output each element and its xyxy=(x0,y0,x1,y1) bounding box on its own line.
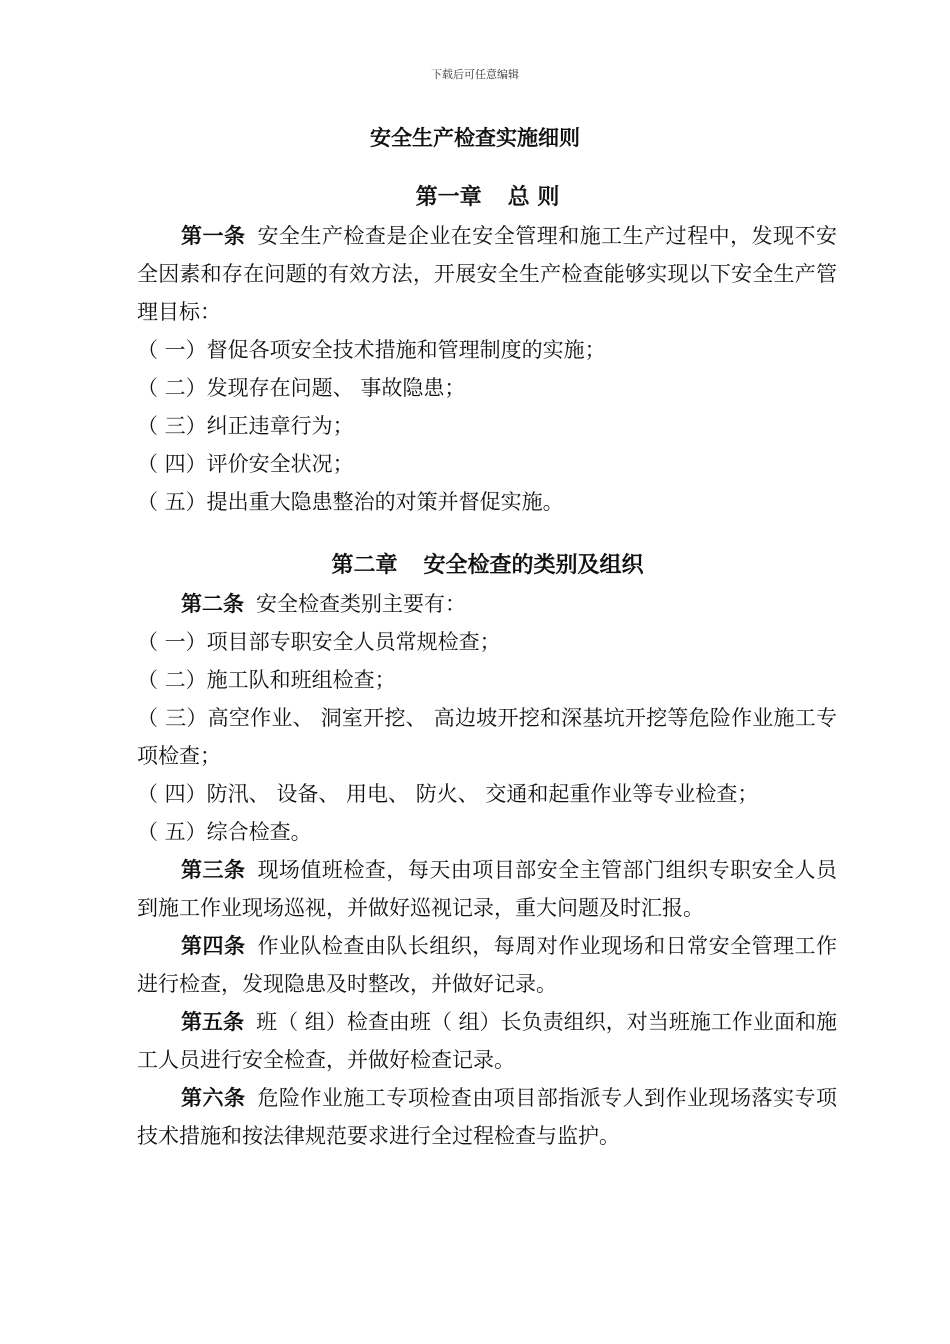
chapter-2-number: 第二章 xyxy=(331,553,398,578)
list-item: （ 一）项目部专职安全人员常规检查； xyxy=(137,630,501,654)
chapter-2-body xyxy=(137,585,837,1155)
article-1 xyxy=(137,217,837,331)
chapter-2-heading xyxy=(0,548,950,579)
article-4 xyxy=(137,927,837,1003)
article-4-text: 作业队检查由队长组织，每周对作业现场和日常安全管理工作进行检查，发现隐患及时整改，并做好记录。 xyxy=(137,934,838,996)
list-item: （ 一）督促各项安全技术措施和管理制度的实施； xyxy=(137,338,606,362)
article-2-label: 第二条 xyxy=(181,592,244,616)
list-item: （ 二）施工队和班组检查； xyxy=(137,668,396,692)
article-6-label: 第六条 xyxy=(181,1086,246,1110)
list-item: （ 五）提出重大隐患整治的对策并督促实施。 xyxy=(137,490,564,514)
header-note: 下载后可任意编辑 xyxy=(431,68,519,81)
list-item: （ 四）评价安全状况； xyxy=(137,452,354,476)
list-item: （ 五）综合检查。 xyxy=(137,820,312,844)
article-4-label: 第四条 xyxy=(181,934,246,958)
article-5-text: 班（ 组）检查由班（ 组）长负责组织，对当班施工作业面和施工人员进行安全检查，并做好检查记录。 xyxy=(137,1010,837,1072)
chapter-2-name: 安全检查的类别及组织 xyxy=(423,553,644,578)
chapter-1-heading xyxy=(0,180,950,211)
article-6 xyxy=(137,1079,837,1155)
article-2-text: 安全检查类别主要有： xyxy=(256,592,466,616)
article-1-text: 安全生产检查是企业在安全管理和施工生产过程中，发现不安全因素和存在问题的有效方法，开展安全生产检查能够实现以下安全生产管理目标： xyxy=(137,224,838,324)
article-6-text: 危险作业施工专项检查由项目部指派专人到作业现场落实专项技术措施和按法律规范要求进行全过程检查与监护。 xyxy=(137,1086,838,1148)
article-2 xyxy=(137,585,837,623)
chapter-1-body xyxy=(137,217,837,521)
list-item: （ 三）高空作业、 洞室开挖、 高边坡开挖和深基坑开挖等危险作业施工专项检查； xyxy=(137,706,837,768)
list-item: （ 三）纠正违章行为； xyxy=(137,414,354,438)
article-3 xyxy=(137,851,837,927)
chapter-1-name: 总 则 xyxy=(507,185,560,210)
document-title: 安全生产检查实施细则 xyxy=(370,126,580,150)
article-3-text: 现场值班检查，每天由项目部安全主管部门组织专职安全人员到施工作业现场巡视，并做好巡视记录，重大问题及时汇报。 xyxy=(137,858,838,920)
article-5-label: 第五条 xyxy=(181,1010,245,1034)
chapter-1-number: 第一章 xyxy=(415,185,482,210)
article-5 xyxy=(137,1003,837,1079)
list-item: （ 四）防汛、 设备、 用电、 防火、 交通和起重作业等专业检查； xyxy=(137,782,759,806)
article-1-label: 第一条 xyxy=(181,224,246,248)
list-item: （ 二）发现存在问题、 事故隐患； xyxy=(137,376,466,400)
article-3-label: 第三条 xyxy=(181,858,246,882)
